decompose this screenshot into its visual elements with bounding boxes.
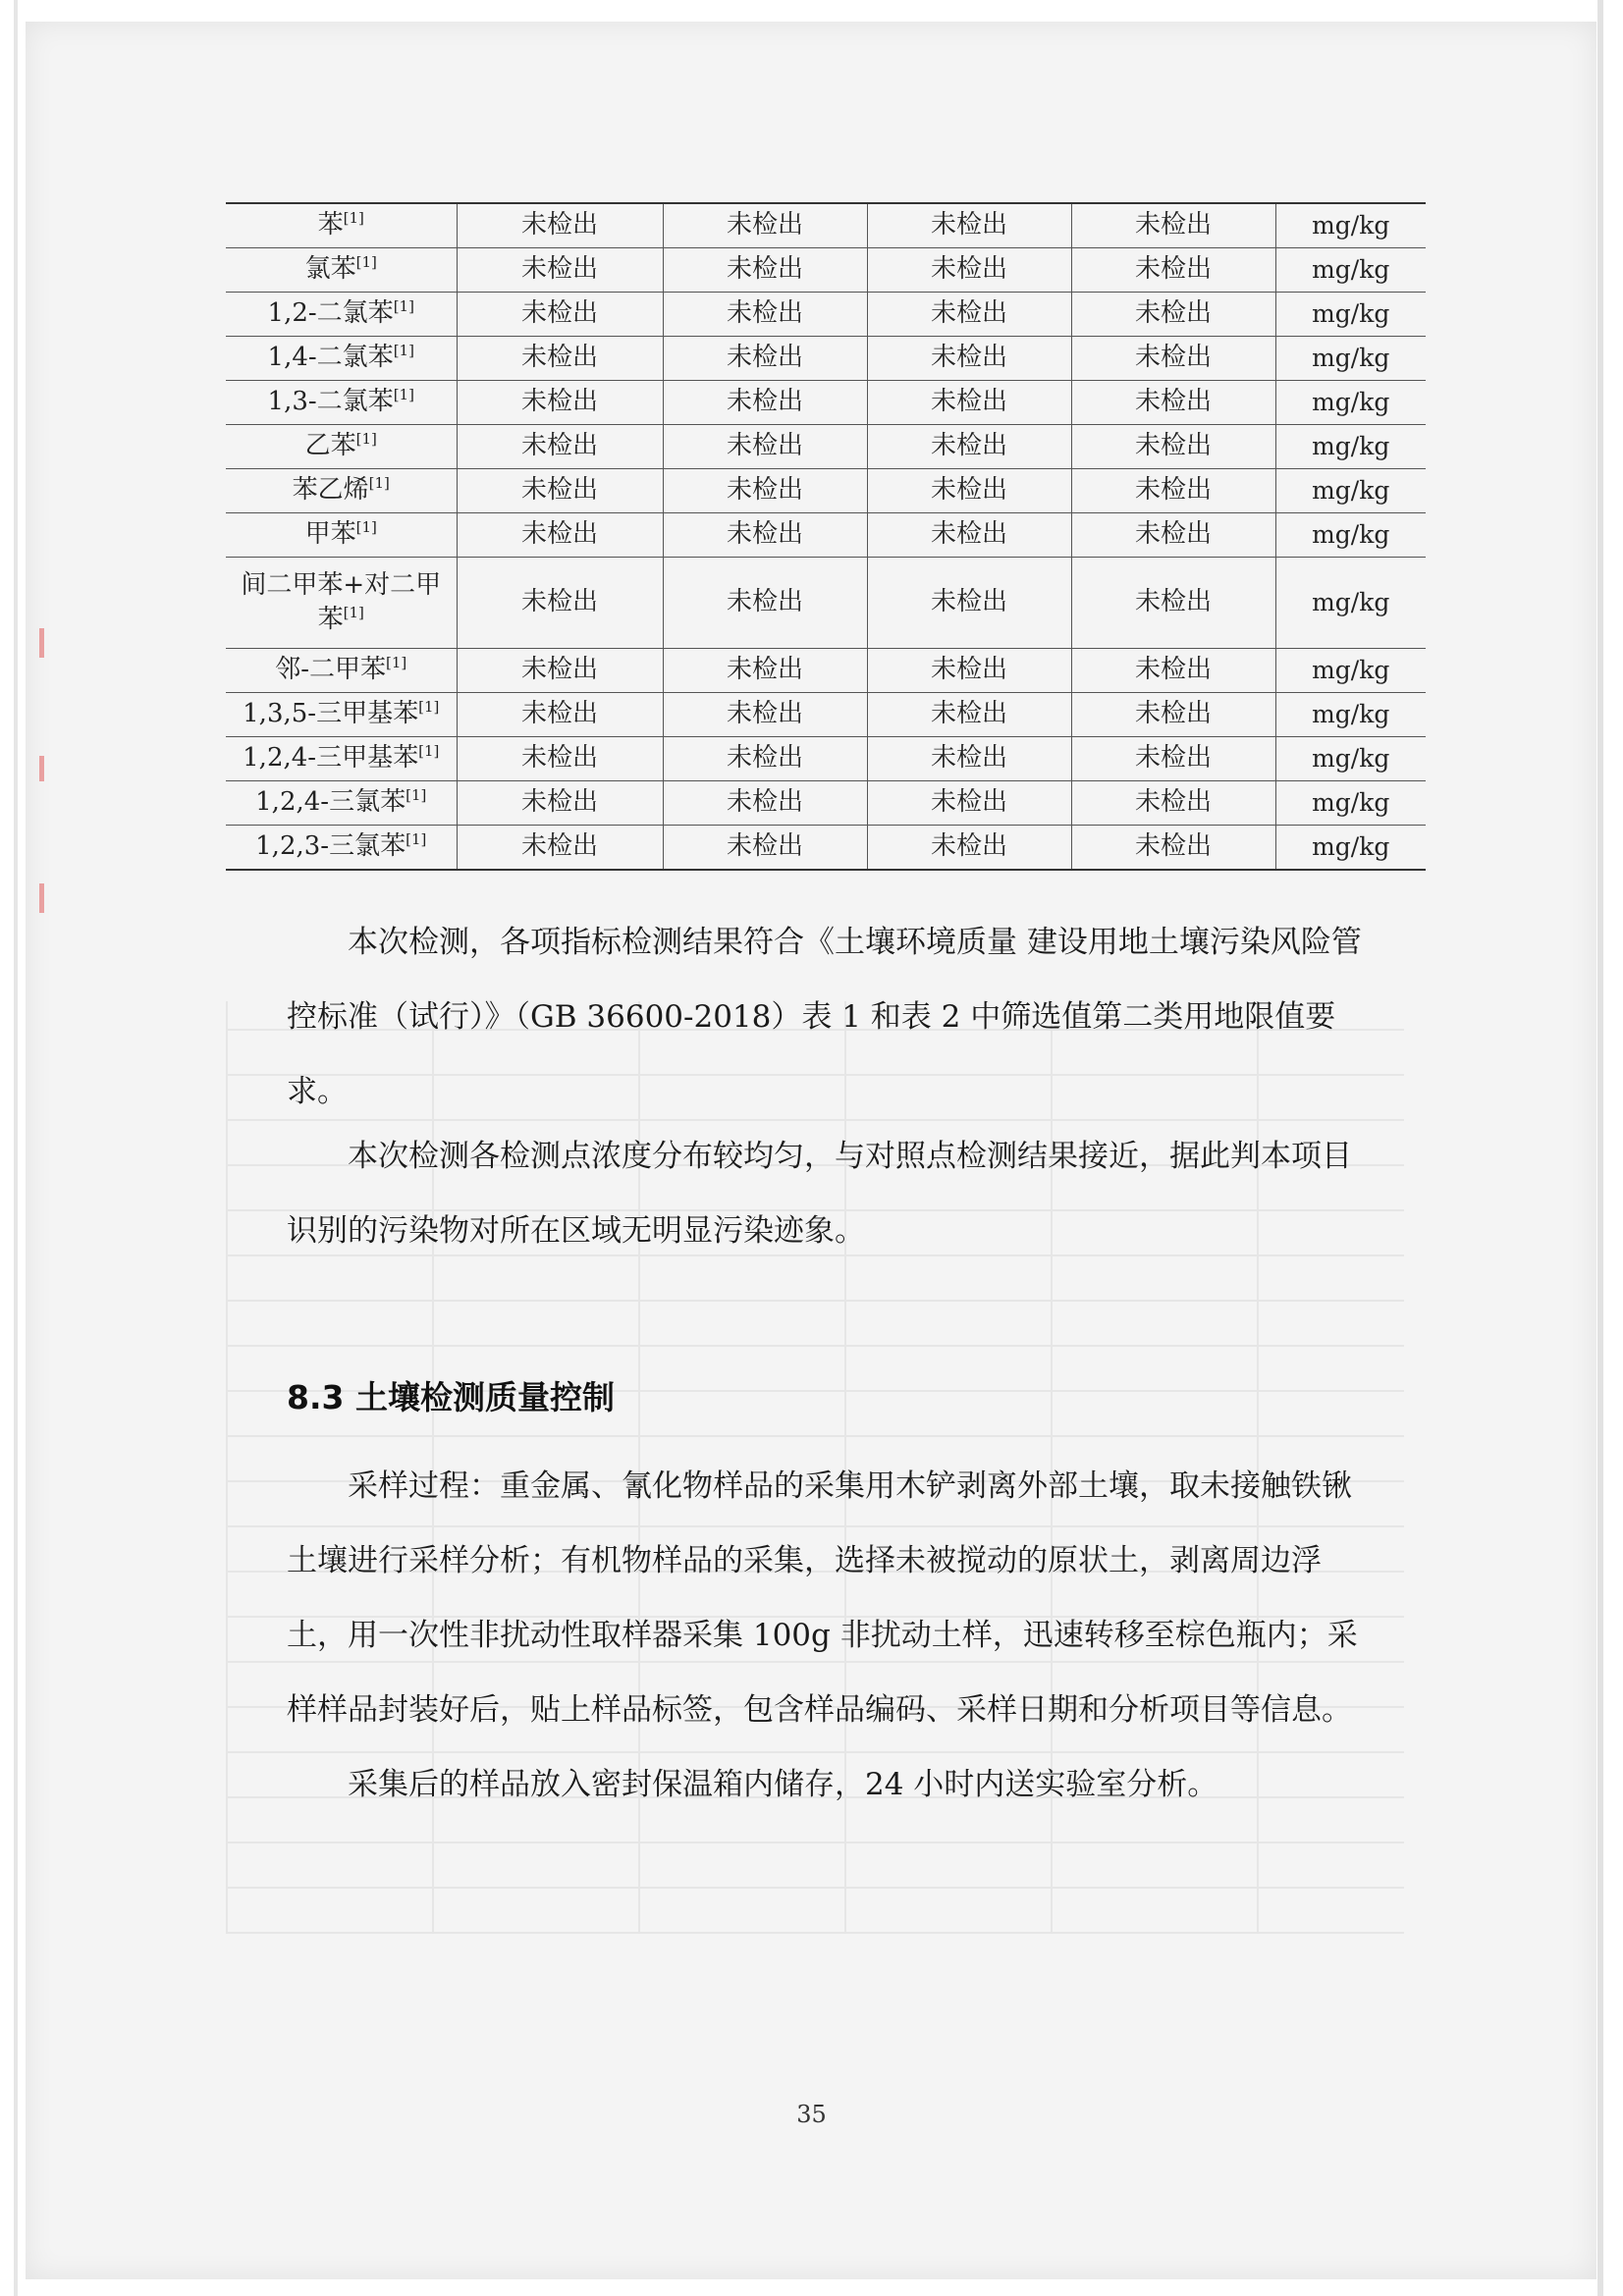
analyte-cell — [226, 558, 457, 649]
unit-cell: mg/kg — [1275, 381, 1426, 425]
reference-marker: [1] — [393, 297, 414, 316]
analyte-name: 1,2-二氯苯 — [267, 298, 394, 329]
scan-edge-left — [14, 0, 18, 2296]
result-cell: 未检出 — [457, 649, 663, 693]
analyte-name: 1,4-二氯苯 — [267, 343, 394, 373]
result-cell: 未检出 — [457, 737, 663, 781]
result-cell: 未检出 — [457, 381, 663, 425]
reference-marker: [1] — [418, 742, 440, 761]
result-cell: 未检出 — [457, 693, 663, 737]
analyte-cell — [226, 337, 457, 381]
unit-cell: mg/kg — [1275, 826, 1426, 871]
result-cell: 未检出 — [867, 203, 1071, 248]
result-cell: 未检出 — [663, 337, 867, 381]
unit-cell: mg/kg — [1275, 513, 1426, 558]
result-cell: 未检出 — [1071, 558, 1275, 649]
result-cell: 未检出 — [867, 781, 1071, 826]
result-cell: 未检出 — [663, 248, 867, 293]
result-cell: 未检出 — [867, 293, 1071, 337]
analyte-cell — [226, 469, 457, 513]
unit-cell: mg/kg — [1275, 649, 1426, 693]
analyte-name: 1,2,4-三氯苯 — [255, 787, 406, 818]
result-cell: 未检出 — [867, 649, 1071, 693]
result-cell: 未检出 — [1071, 513, 1275, 558]
result-cell: 未检出 — [867, 558, 1071, 649]
result-cell: 未检出 — [663, 381, 867, 425]
analyte-name: 苯乙烯 — [292, 475, 369, 506]
result-cell: 未检出 — [867, 693, 1071, 737]
result-cell: 未检出 — [663, 693, 867, 737]
unit-cell: mg/kg — [1275, 469, 1426, 513]
table-row — [226, 737, 1426, 781]
result-cell: 未检出 — [457, 781, 663, 826]
result-cell: 未检出 — [1071, 337, 1275, 381]
reference-marker: [1] — [418, 698, 440, 717]
section-paragraph: 采样过程：重金属、氰化物样品的采集用木铲剥离外部土壤，取未接触铁锹土壤进行采样分析；有机物样品的采集，选择未被搅动的原状土，剥离周边浮土，用一次性非扰动性取样器采集 100g 非扰动土样，迅速转移至棕色瓶内；采样样品封装好后，贴上样品标签，包含样品编码、采样日期和分析项目等信息。 — [287, 1468, 1358, 1728]
results-table-body — [226, 203, 1426, 870]
analyte-cell — [226, 425, 457, 469]
page-number: 35 — [796, 2101, 827, 2128]
result-cell: 未检出 — [457, 425, 663, 469]
analyte-cell — [226, 248, 457, 293]
result-cell: 未检出 — [457, 203, 663, 248]
table-row — [226, 425, 1426, 469]
result-cell: 未检出 — [1071, 737, 1275, 781]
result-cell: 未检出 — [867, 513, 1071, 558]
reference-marker: [1] — [406, 830, 427, 849]
unit-cell: mg/kg — [1275, 693, 1426, 737]
margin-mark — [39, 756, 44, 781]
result-cell: 未检出 — [663, 293, 867, 337]
result-cell: 未检出 — [457, 826, 663, 871]
reference-marker: [1] — [386, 654, 407, 672]
table-row — [226, 381, 1426, 425]
result-cell: 未检出 — [1071, 248, 1275, 293]
conclusion-paragraph: 本次检测各检测点浓度分布较均匀，与对照点检测结果接近，据此判本项目识别的污染物对所在区域无明显污染迹象。 — [287, 1139, 1352, 1249]
result-cell: 未检出 — [457, 469, 663, 513]
result-cell: 未检出 — [867, 469, 1071, 513]
analyte-cell — [226, 693, 457, 737]
analyte-name: 乙苯 — [304, 431, 356, 461]
margin-mark — [39, 628, 44, 658]
reference-marker: [1] — [406, 786, 427, 805]
result-cell: 未检出 — [867, 826, 1071, 871]
table-row — [226, 337, 1426, 381]
result-cell: 未检出 — [1071, 781, 1275, 826]
table-row — [226, 693, 1426, 737]
unit-cell: mg/kg — [1275, 425, 1426, 469]
result-cell: 未检出 — [663, 826, 867, 871]
result-cell: 未检出 — [1071, 381, 1275, 425]
analyte-cell — [226, 737, 457, 781]
table-row — [226, 826, 1426, 871]
result-cell: 未检出 — [1071, 693, 1275, 737]
result-cell: 未检出 — [867, 737, 1071, 781]
analyte-cell — [226, 203, 457, 248]
result-cell: 未检出 — [457, 248, 663, 293]
result-cell: 未检出 — [1071, 203, 1275, 248]
scan-edge-right — [1597, 0, 1603, 2296]
unit-cell: mg/kg — [1275, 203, 1426, 248]
result-cell: 未检出 — [1071, 425, 1275, 469]
unit-cell: mg/kg — [1275, 781, 1426, 826]
reference-marker: [1] — [355, 253, 377, 272]
analyte-cell — [226, 381, 457, 425]
result-cell: 未检出 — [663, 513, 867, 558]
analyte-name: 邻-二甲苯 — [275, 655, 387, 685]
analyte-name: 1,2,3-三氯苯 — [255, 831, 406, 862]
result-cell: 未检出 — [867, 425, 1071, 469]
unit-cell: mg/kg — [1275, 248, 1426, 293]
table-row — [226, 558, 1426, 649]
reference-marker: [1] — [355, 518, 377, 537]
table-row — [226, 513, 1426, 558]
reference-marker: [1] — [343, 209, 364, 228]
analyte-cell — [226, 781, 457, 826]
result-cell: 未检出 — [1071, 826, 1275, 871]
analyte-name: 1,3,5-三甲基苯 — [243, 699, 419, 729]
table-row — [226, 781, 1426, 826]
result-cell: 未检出 — [663, 425, 867, 469]
result-cell: 未检出 — [663, 737, 867, 781]
unit-cell: mg/kg — [1275, 337, 1426, 381]
result-cell: 未检出 — [867, 248, 1071, 293]
analyte-name: 甲苯 — [304, 519, 356, 550]
reference-marker: [1] — [343, 604, 364, 621]
margin-mark — [39, 883, 44, 913]
unit-cell: mg/kg — [1275, 737, 1426, 781]
conclusion-paragraph: 本次检测，各项指标检测结果符合《土壤环境质量 建设用地土壤污染风险管控标准（试行）》（GB 36600-2018）表 1 和表 2 中筛选值第二类用地限值要求。 — [287, 925, 1362, 1109]
reference-marker: [1] — [393, 342, 414, 360]
reference-marker: [1] — [355, 430, 377, 449]
result-cell: 未检出 — [457, 293, 663, 337]
table-row — [226, 293, 1426, 337]
result-cell: 未检出 — [457, 337, 663, 381]
analyte-cell — [226, 513, 457, 558]
reference-marker: [1] — [368, 474, 390, 493]
unit-cell: mg/kg — [1275, 293, 1426, 337]
analyte-name: 1,3-二氯苯 — [267, 387, 394, 417]
result-cell: 未检出 — [1071, 293, 1275, 337]
analyte-cell — [226, 649, 457, 693]
table-row — [226, 203, 1426, 248]
table-row — [226, 248, 1426, 293]
results-table — [226, 202, 1426, 871]
result-cell: 未检出 — [1071, 469, 1275, 513]
analyte-cell — [226, 293, 457, 337]
table-row — [226, 469, 1426, 513]
analyte-name: 间二甲苯+对二甲苯 — [241, 569, 442, 634]
analyte-cell — [226, 826, 457, 871]
analyte-name: 1,2,4-三甲基苯 — [243, 743, 419, 774]
result-cell: 未检出 — [663, 469, 867, 513]
unit-cell: mg/kg — [1275, 558, 1426, 649]
analyte-name: 苯 — [317, 210, 344, 240]
reference-marker: [1] — [393, 386, 414, 404]
result-cell: 未检出 — [457, 513, 663, 558]
result-cell: 未检出 — [867, 381, 1071, 425]
result-cell: 未检出 — [663, 649, 867, 693]
section-heading: 8.3 土壤检测质量控制 — [287, 1378, 615, 1416]
result-cell: 未检出 — [457, 558, 663, 649]
analyte-name: 氯苯 — [304, 254, 356, 285]
section-paragraph: 采集后的样品放入密封保温箱内储存，24 小时内送实验室分析。 — [348, 1767, 1218, 1802]
result-cell: 未检出 — [663, 203, 867, 248]
result-cell: 未检出 — [867, 337, 1071, 381]
result-cell: 未检出 — [1071, 649, 1275, 693]
result-cell: 未检出 — [663, 558, 867, 649]
result-cell: 未检出 — [663, 781, 867, 826]
table-row — [226, 649, 1426, 693]
